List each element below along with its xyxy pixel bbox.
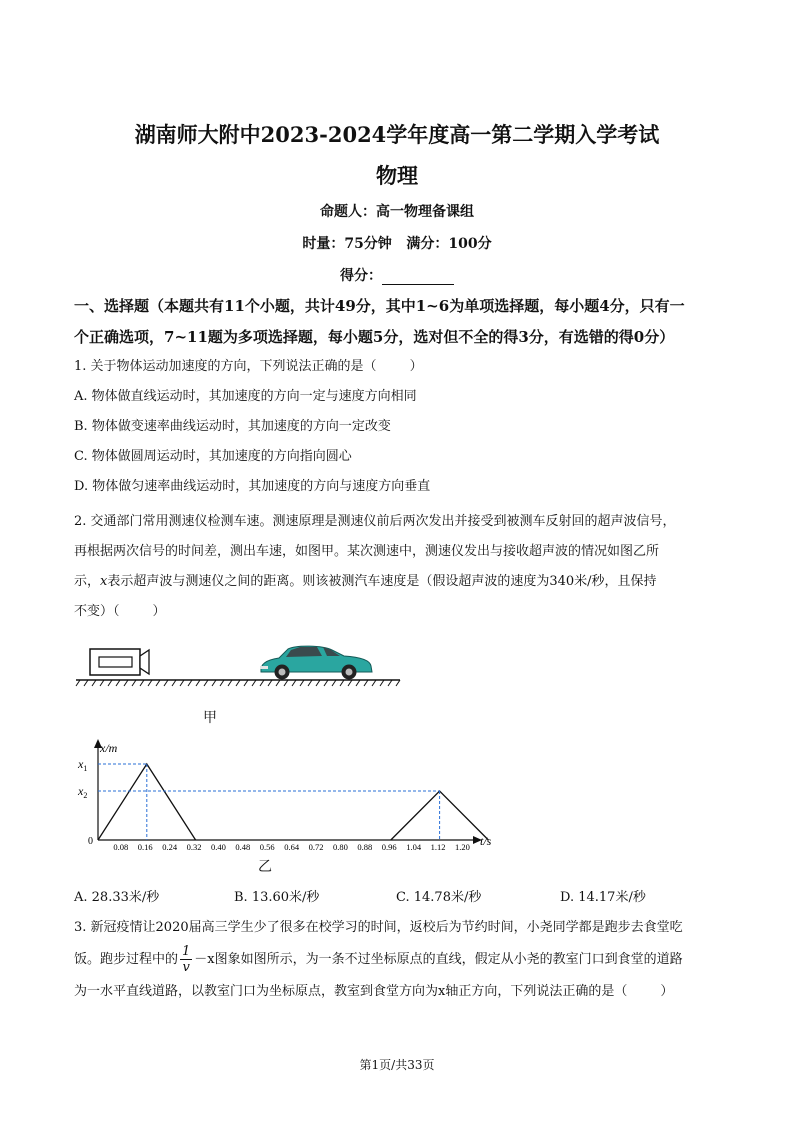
x-tick-label: 0.56 <box>259 842 275 852</box>
question-1-stem: 1. 关于物体运动加速度的方向，下列说法正确的是（ ） <box>74 359 423 374</box>
section-heading-line1: 一、选择题（本题共有11个小题，共计49分，其中1~6为单项选择题，每小题4分，只有一 <box>74 297 685 315</box>
figure-jia-speed-detector <box>74 636 404 692</box>
question-2-line4: 不变）（ ） <box>74 604 166 619</box>
question-3-line3: 为一水平直线道路，以教室门口为坐标原点，教室到食堂方向为x轴正方向，下列说法正确的是（ ） <box>74 984 674 999</box>
question-2-option-c: C. 14.78米/秒 <box>396 890 482 905</box>
x-tick-label: 0.40 <box>211 842 226 852</box>
exam-title: 湖南师大附中2023-2024学年度高一第二学期入学考试 <box>134 122 660 147</box>
question-2-stem <box>74 507 724 627</box>
x-tick-label: 1.12 <box>430 842 446 852</box>
origin-label: 0 <box>88 836 93 847</box>
x-tick-label: 0.88 <box>357 842 373 852</box>
question-2-line1: 2. 交通部门常用测速仪检测车速。测速原理是测速仪前后两次发出并接受到被测车反射回的超声波信号， <box>74 514 676 529</box>
section-heading-line2: 个正确选项，7~11题为多项选择题，每小题5分，选对但不全的得3分，有选错的得0分） <box>74 328 675 346</box>
question-2-option-d: D. 14.17米/秒 <box>560 890 646 905</box>
question-2-option-a: A. 28.33米/秒 <box>74 890 160 905</box>
x-tick-label: 0.80 <box>333 842 348 852</box>
question-1 <box>74 352 724 502</box>
score-label: 得分： <box>340 268 382 284</box>
x-tick-label: 1.20 <box>455 842 470 852</box>
figure-jia-caption: 甲 <box>203 710 217 726</box>
y-label-x2: $x_2$ <box>78 784 88 800</box>
question-3-line1: 3. 新冠疫情让2020届高三学生少了很多在校学习的时间，返校后为节约时间，小尧同学都是跑步去食堂吃 <box>74 920 683 935</box>
question-1-option-a: A. 物体做直线运动时，其加速度的方向一定与速度方向相同 <box>74 389 417 404</box>
question-1-option-d: D. 物体做匀速率曲线运动时，其加速度的方向与速度方向垂直 <box>74 479 431 494</box>
author-line: 命题人：高一物理备课组 <box>320 204 474 220</box>
question-2-option-b: B. 13.60米/秒 <box>234 890 320 905</box>
question-3 <box>74 913 724 1007</box>
figure-yi-caption: 乙 <box>258 859 272 875</box>
speed-detector-icon <box>90 649 149 675</box>
x-tick-label: 0.72 <box>308 842 324 852</box>
x-tick-label: 0.08 <box>113 842 129 852</box>
section-heading <box>74 291 724 353</box>
x-tick-label: 0.96 <box>381 842 397 852</box>
question-1-option-c: C. 物体做圆周运动时，其加速度的方向指向圆心 <box>74 449 352 464</box>
x-tick-label: 1.04 <box>406 842 422 852</box>
x-tick-label: 0.16 <box>137 842 153 852</box>
question-1-option-b: B. 物体做变速率曲线运动时，其加速度的方向一定改变 <box>74 419 391 434</box>
score-blank[interactable] <box>382 270 454 285</box>
x-axis-label: t/s <box>480 834 492 848</box>
question-2-line3: 示，x表示超声波与测速仪之间的距离。则该被测汽车速度是（假设超声波的速度为340米/秒，且保持 <box>74 574 657 589</box>
y-axis-label: x/m <box>100 741 118 755</box>
subject-title: 物理 <box>376 163 418 188</box>
fraction-1-over-v: $\frac{1}{v}$ <box>182 944 191 975</box>
x-tick-label: 0.48 <box>235 842 251 852</box>
question-3-line2: 饭。跑步过程中的 $\frac{1}{v}$ －x图象如图所示，为一条不过坐标原点的直线，假定从小尧的教室门口到食堂的道路 <box>74 944 683 975</box>
x-tick-label: 0.64 <box>284 842 300 852</box>
page-footer: 第1页/共33页 <box>359 1058 435 1072</box>
car-icon <box>260 646 372 679</box>
figure-yi-xt-graph <box>74 737 514 857</box>
question-2-line2: 再根据两次信号的时间差，测出车速，如图甲。某次测速中，测速仪发出与接收超声波的情况如图乙所 <box>74 544 660 559</box>
time-score-line: 时量：75分钟 满分：100分 <box>302 236 492 252</box>
x-tick-label: 0.32 <box>186 842 202 852</box>
y-label-x1: $x_1$ <box>78 757 88 773</box>
score-field <box>0 265 794 285</box>
x-tick-label: 0.24 <box>162 842 178 852</box>
